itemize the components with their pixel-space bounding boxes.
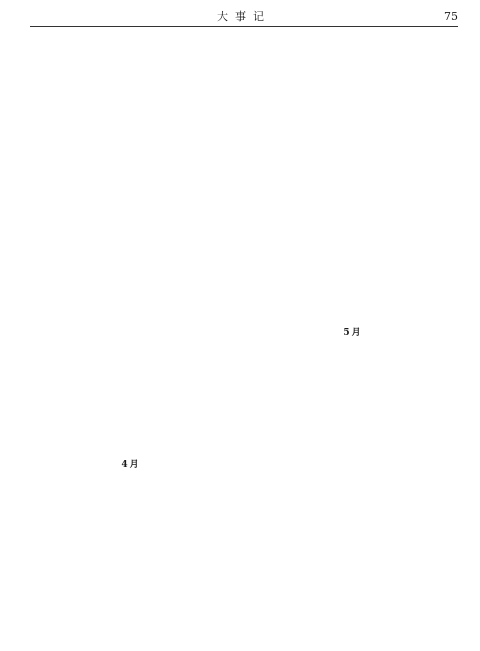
right-text-block-upper bbox=[248, 32, 458, 320]
right-text-block-lower bbox=[248, 346, 458, 640]
month-heading-may: 5月 bbox=[343, 328, 363, 338]
right-column bbox=[248, 32, 458, 640]
month-heading-april: 4月 bbox=[121, 460, 141, 470]
running-title: 大事记 bbox=[217, 10, 271, 23]
page-number: 75 bbox=[444, 10, 458, 23]
left-column bbox=[30, 32, 232, 640]
running-head bbox=[30, 10, 458, 27]
left-text-block-upper bbox=[30, 32, 232, 452]
left-text-block-lower bbox=[30, 478, 232, 640]
